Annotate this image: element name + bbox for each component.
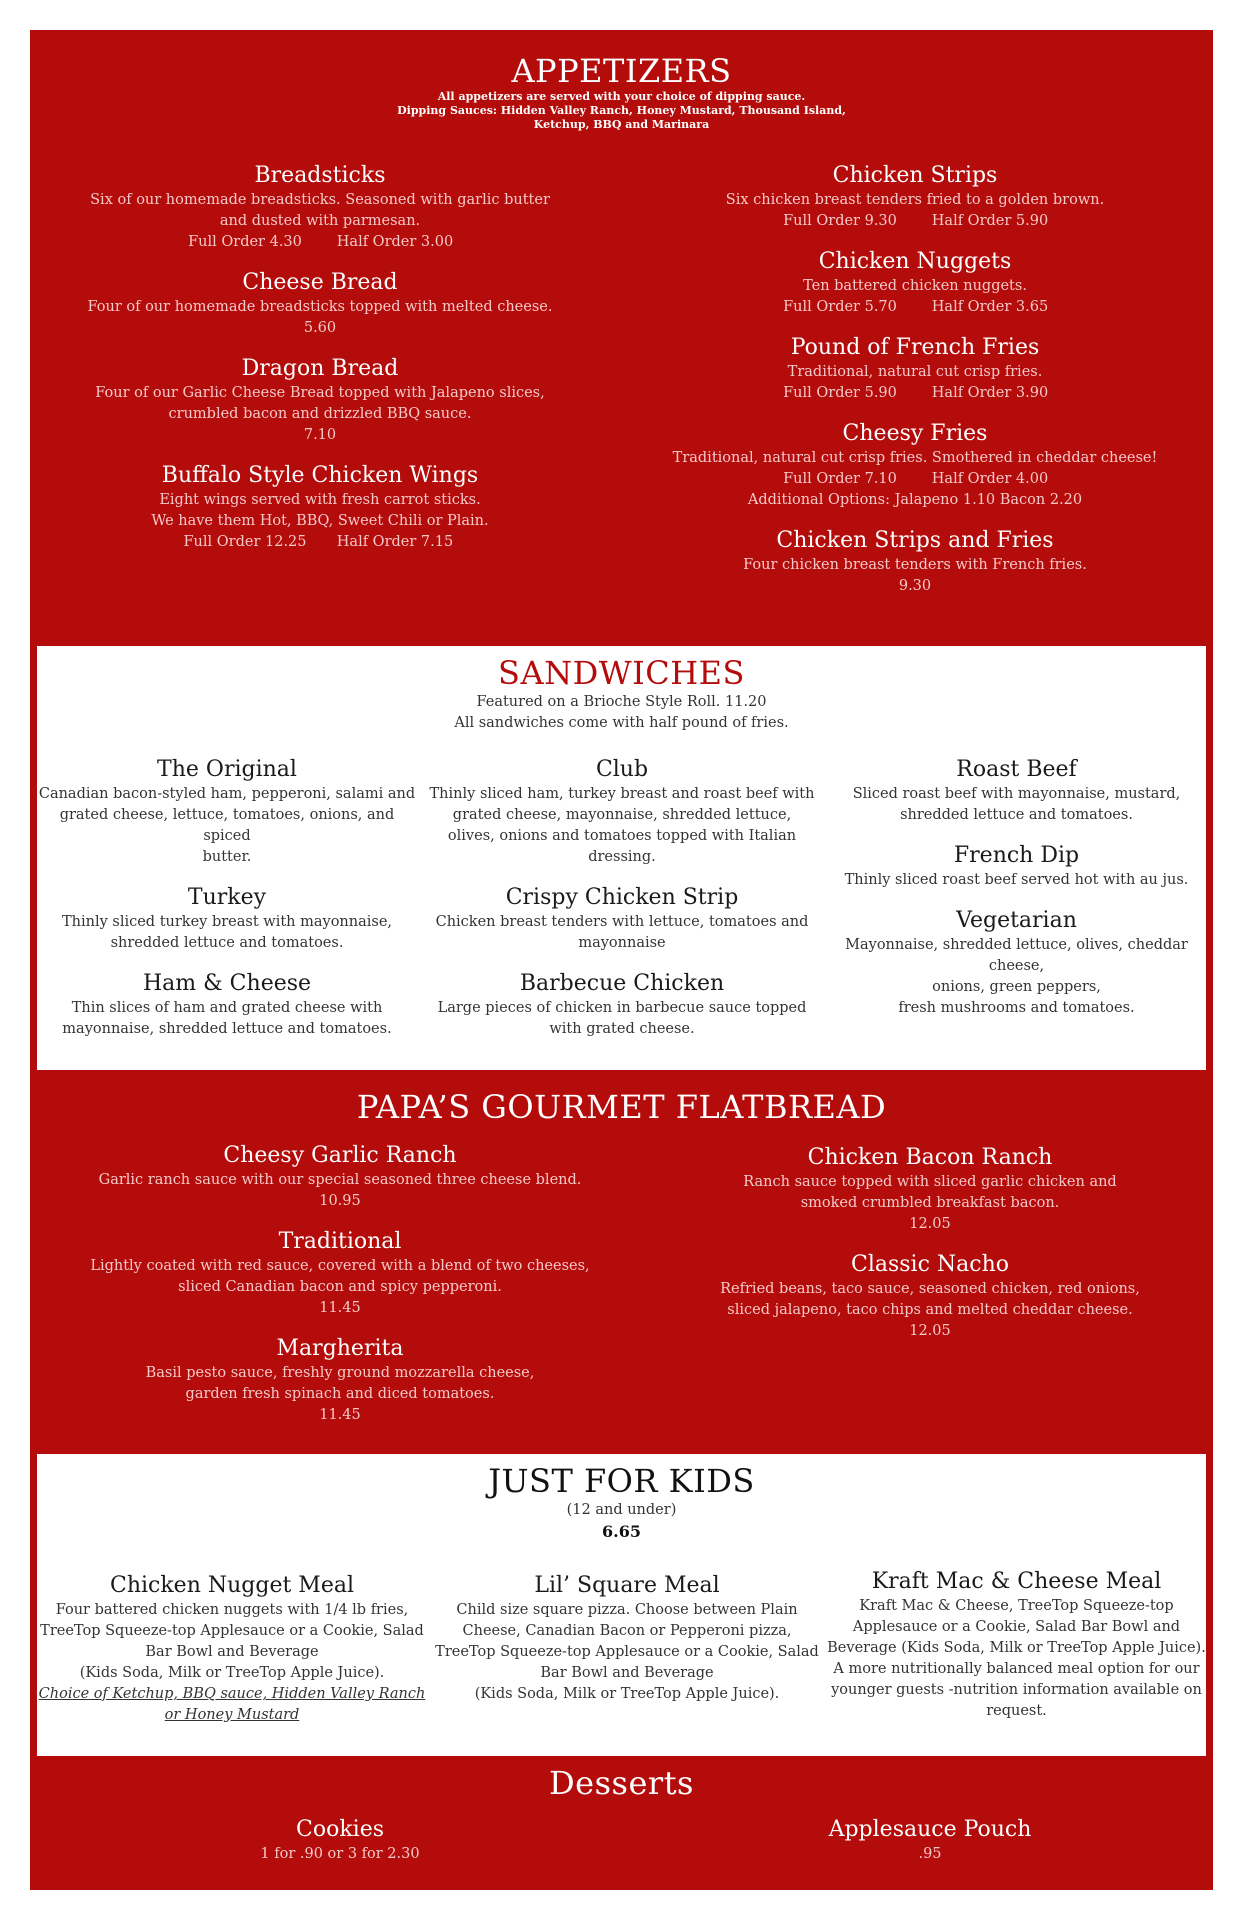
item-name: Cookies xyxy=(296,1817,384,1842)
item-prices xyxy=(50,532,590,553)
sandwiches-section xyxy=(37,646,1206,1070)
menu-item xyxy=(37,884,417,954)
kids-column-2 xyxy=(432,1572,822,1705)
item-desc: mayonnaise, shredded lettuce and tomatoes. xyxy=(62,1021,392,1037)
item-desc: Thin slices of ham and grated cheese with xyxy=(71,1000,383,1016)
item-choice: or Honey Mustard xyxy=(164,1707,300,1723)
item-name: Kraft Mac & Cheese Meal xyxy=(871,1569,1162,1594)
sandwiches-note-1: Featured on a Brioche Style Roll. 11.20 xyxy=(476,694,767,710)
item-options: Additional Options: Jalapeno 1.10 Bacon 2.20 xyxy=(747,492,1083,508)
item-desc: (Kids Soda, Milk or TreeTop Apple Juice). xyxy=(474,1686,780,1702)
item-prices xyxy=(640,211,1190,232)
half-price: Half Order 4.00 xyxy=(931,471,1049,487)
item-desc: olives, onions and tomatoes topped with Italian xyxy=(447,828,797,844)
menu-item xyxy=(50,162,590,253)
menu-item xyxy=(50,1228,630,1319)
item-name: Barbecue Chicken xyxy=(519,971,725,996)
item-desc: Cheese, Canadian Bacon or Pepperoni pizza, xyxy=(462,1623,792,1639)
item-desc: smoked crumbled breakfast bacon. xyxy=(800,1195,1060,1211)
sandwiches-note-2: All sandwiches come with half pound of fries. xyxy=(454,715,789,731)
item-price: .95 xyxy=(918,1846,942,1862)
item-desc: We have them Hot, BBQ, Sweet Chili or Plain. xyxy=(151,513,489,529)
item-desc: Bar Bowl and Beverage xyxy=(145,1644,319,1660)
item-desc: dressing. xyxy=(588,849,656,865)
kids-column-1 xyxy=(37,1572,427,1726)
menu-item xyxy=(37,756,417,868)
menu-item xyxy=(827,842,1206,891)
item-name: Turkey xyxy=(187,885,267,910)
full-price: Full Order 5.70 xyxy=(783,299,897,315)
menu-item xyxy=(827,907,1206,1019)
item-desc: request. xyxy=(986,1703,1047,1719)
item-price: 1 for .90 or 3 for 2.30 xyxy=(260,1846,420,1862)
item-desc: Four chicken breast tenders with French fries. xyxy=(743,557,1087,573)
item-desc: shredded lettuce and tomatoes. xyxy=(110,935,344,951)
half-price: Half Order 3.65 xyxy=(931,299,1049,315)
appetizers-left-column xyxy=(50,162,590,569)
menu-item xyxy=(427,884,817,954)
full-price: Full Order 9.30 xyxy=(783,213,897,229)
desserts-title: Desserts xyxy=(549,1764,694,1802)
item-price: 12.05 xyxy=(909,1216,951,1232)
appetizers-note-3: Ketchup, BBQ and Marinara xyxy=(533,118,710,131)
item-name: Chicken Nugget Meal xyxy=(109,1573,354,1598)
item-desc: grated cheese, lettuce, tomatoes, onions, and spiced xyxy=(59,807,395,844)
item-desc: Bar Bowl and Beverage xyxy=(540,1665,714,1681)
item-desc: garden fresh spinach and diced tomatoes. xyxy=(185,1386,495,1402)
half-price: Half Order 5.90 xyxy=(931,213,1049,229)
sandwiches-title: SANDWICHES xyxy=(498,654,745,692)
item-price: 5.60 xyxy=(303,320,337,336)
menu-item xyxy=(670,1251,1190,1342)
item-desc: Traditional, natural cut crisp fries. Smothered in cheddar cheese! xyxy=(672,450,1158,466)
item-desc: Mayonnaise, shredded lettuce, olives, cheddar cheese, xyxy=(845,937,1188,974)
item-desc: Lightly coated with red sauce, covered with a blend of two cheeses, xyxy=(90,1258,590,1274)
item-prices xyxy=(640,383,1190,404)
item-desc: TreeTop Squeeze-top Applesauce or a Cookie, Salad xyxy=(40,1623,424,1639)
menu-item xyxy=(640,334,1190,404)
flatbread-section xyxy=(30,1080,1213,1440)
menu-item xyxy=(37,970,417,1040)
item-desc: grated cheese, mayonnaise, shredded lettuce, xyxy=(452,807,792,823)
half-price: Half Order 7.15 xyxy=(336,534,454,550)
menu-item xyxy=(50,1142,630,1212)
item-desc: sliced Canadian bacon and spicy pepperoni. xyxy=(178,1279,502,1295)
item-choice: Choice of Ketchup, BBQ sauce, Hidden Valley Ranch xyxy=(38,1686,426,1702)
item-desc: fresh mushrooms and tomatoes. xyxy=(898,1000,1135,1016)
menu-item xyxy=(50,269,590,339)
item-name: Cheesy Fries xyxy=(842,421,988,446)
menu-item xyxy=(427,756,817,868)
item-name: Cheese Bread xyxy=(242,270,398,295)
appetizers-right-column xyxy=(640,162,1190,613)
appetizers-title: APPETIZERS xyxy=(511,52,732,90)
item-desc: younger guests -nutrition information available on xyxy=(831,1682,1202,1698)
item-desc: shredded lettuce and tomatoes. xyxy=(900,807,1133,823)
appetizers-note-1: All appetizers are served with your choice of dipping sauce. xyxy=(437,90,806,103)
item-desc: Ranch sauce topped with sliced garlic chicken and xyxy=(743,1174,1117,1190)
item-price: 11.45 xyxy=(319,1407,361,1423)
item-name: Dragon Bread xyxy=(241,356,399,381)
item-name: Chicken Strips xyxy=(832,163,998,188)
item-name: Classic Nacho xyxy=(850,1252,1010,1277)
item-desc: Chicken breast tenders with lettuce, tomatoes and xyxy=(435,914,809,930)
menu-item xyxy=(670,1144,1190,1235)
menu-item xyxy=(50,1335,630,1426)
menu-item xyxy=(640,420,1190,511)
kids-title: JUST FOR KIDS xyxy=(488,1462,755,1500)
item-price: 12.05 xyxy=(909,1323,951,1339)
item-name: Pound of French Fries xyxy=(790,335,1040,360)
item-desc: onions, green peppers, xyxy=(932,979,1101,995)
sandwiches-column-2 xyxy=(427,756,817,1056)
item-name: Traditional xyxy=(278,1229,402,1254)
menu-item xyxy=(640,527,1190,597)
item-desc: sliced jalapeno, taco chips and melted cheddar cheese. xyxy=(727,1302,1133,1318)
item-desc: Four battered chicken nuggets with 1/4 lb fries, xyxy=(55,1602,409,1618)
item-price: 11.45 xyxy=(319,1300,361,1316)
menu-item xyxy=(427,970,817,1040)
item-desc: Canadian bacon-styled ham, pepperoni, salami and xyxy=(38,786,416,802)
item-desc: Traditional, natural cut crisp fries. xyxy=(787,364,1043,380)
item-name: Cheesy Garlic Ranch xyxy=(223,1143,457,1168)
item-desc: Eight wings served with fresh carrot sticks. xyxy=(159,492,481,508)
item-name: Crispy Chicken Strip xyxy=(505,885,739,910)
kids-age-note: (12 and under) xyxy=(566,1502,677,1518)
item-name: The Original xyxy=(157,757,297,782)
item-desc: Applesauce or a Cookie, Salad Bar Bowl and xyxy=(852,1619,1181,1635)
kids-column-3 xyxy=(827,1568,1206,1722)
kids-section xyxy=(37,1454,1206,1756)
item-desc: and dusted with parmesan. xyxy=(219,213,421,229)
desserts-left xyxy=(50,1816,630,1865)
appetizers-section xyxy=(30,50,1213,650)
item-desc: Garlic ranch sauce with our special seasoned three cheese blend. xyxy=(98,1172,582,1188)
menu-item xyxy=(50,355,590,446)
item-prices xyxy=(640,469,1190,490)
item-desc: (Kids Soda, Milk or TreeTop Apple Juice). xyxy=(79,1665,385,1681)
menu-item xyxy=(50,462,590,553)
item-name: Lil’ Square Meal xyxy=(534,1573,720,1598)
full-price: Full Order 7.10 xyxy=(783,471,897,487)
item-desc: TreeTop Squeeze-top Applesauce or a Cookie, Salad xyxy=(435,1644,819,1660)
kids-price: 6.65 xyxy=(602,1522,641,1541)
item-desc: mayonnaise xyxy=(578,935,666,951)
full-price: Full Order 12.25 xyxy=(183,534,307,550)
item-desc: Beverage (Kids Soda, Milk or TreeTop Apple Juice). xyxy=(827,1640,1206,1656)
desserts-section xyxy=(30,1764,1213,1890)
item-desc: Four of our Garlic Cheese Bread topped with Jalapeno slices, xyxy=(95,385,545,401)
item-name: Chicken Strips and Fries xyxy=(776,528,1054,553)
item-desc: Basil pesto sauce, freshly ground mozzarella cheese, xyxy=(145,1365,535,1381)
full-price: Full Order 5.90 xyxy=(783,385,897,401)
item-name: Breadsticks xyxy=(254,163,386,188)
item-name: Margherita xyxy=(276,1336,404,1361)
item-desc: Large pieces of chicken in barbecue sauce topped xyxy=(437,1000,807,1016)
menu-item xyxy=(640,162,1190,232)
sandwiches-column-3 xyxy=(827,756,1206,1035)
full-price: Full Order 4.30 xyxy=(188,234,302,250)
item-desc: Six of our homemade breadsticks. Seasoned with garlic butter xyxy=(90,192,550,208)
half-price: Half Order 3.00 xyxy=(336,234,454,250)
item-name: Chicken Nuggets xyxy=(818,249,1012,274)
item-price: 7.10 xyxy=(303,427,337,443)
item-desc: Kraft Mac & Cheese, TreeTop Squeeze-top xyxy=(859,1598,1174,1614)
item-name: Vegetarian xyxy=(956,908,1077,933)
half-price: Half Order 3.90 xyxy=(931,385,1049,401)
item-name: French Dip xyxy=(953,843,1080,868)
item-desc: Ten battered chicken nuggets. xyxy=(803,278,1027,294)
item-desc: Sliced roast beef with mayonnaise, mustard, xyxy=(852,786,1181,802)
appetizers-note-2: Dipping Sauces: Hidden Valley Ranch, Honey Mustard, Thousand Island, xyxy=(397,104,846,117)
item-name: Club xyxy=(595,757,649,782)
item-prices xyxy=(640,297,1190,318)
flatbread-right-column xyxy=(670,1144,1190,1358)
menu-item xyxy=(827,756,1206,826)
item-desc: Six chicken breast tenders fried to a golden brown. xyxy=(725,192,1105,208)
desserts-right xyxy=(670,1816,1190,1865)
item-desc: with grated cheese. xyxy=(549,1021,695,1037)
item-name: Applesauce Pouch xyxy=(828,1817,1032,1842)
item-name: Ham & Cheese xyxy=(142,971,312,996)
menu-item xyxy=(640,248,1190,318)
item-price: 9.30 xyxy=(898,578,932,594)
item-desc: Child size square pizza. Choose between Plain xyxy=(456,1602,798,1618)
flatbread-title: PAPA’S GOURMET FLATBREAD xyxy=(356,1088,887,1126)
item-desc: A more nutritionally balanced meal option for our xyxy=(833,1661,1200,1677)
item-desc: crumbled bacon and drizzled BBQ sauce. xyxy=(168,406,472,422)
item-desc: Thinly sliced turkey breast with mayonnaise, xyxy=(61,914,393,930)
item-desc: Thinly sliced roast beef served hot with au jus. xyxy=(844,872,1189,888)
item-desc: Four of our homemade breadsticks topped with melted cheese. xyxy=(87,299,553,315)
item-desc: Refried beans, taco sauce, seasoned chicken, red onions, xyxy=(720,1281,1140,1297)
item-name: Roast Beef xyxy=(956,757,1077,782)
item-name: Buffalo Style Chicken Wings xyxy=(161,463,479,488)
item-prices xyxy=(50,232,590,253)
item-desc: Thinly sliced ham, turkey breast and roast beef with xyxy=(429,786,815,802)
item-price: 10.95 xyxy=(319,1193,361,1209)
flatbread-left-column xyxy=(50,1142,630,1442)
item-name: Chicken Bacon Ranch xyxy=(807,1145,1053,1170)
item-desc: butter. xyxy=(202,849,252,865)
sandwiches-column-1 xyxy=(37,756,417,1056)
